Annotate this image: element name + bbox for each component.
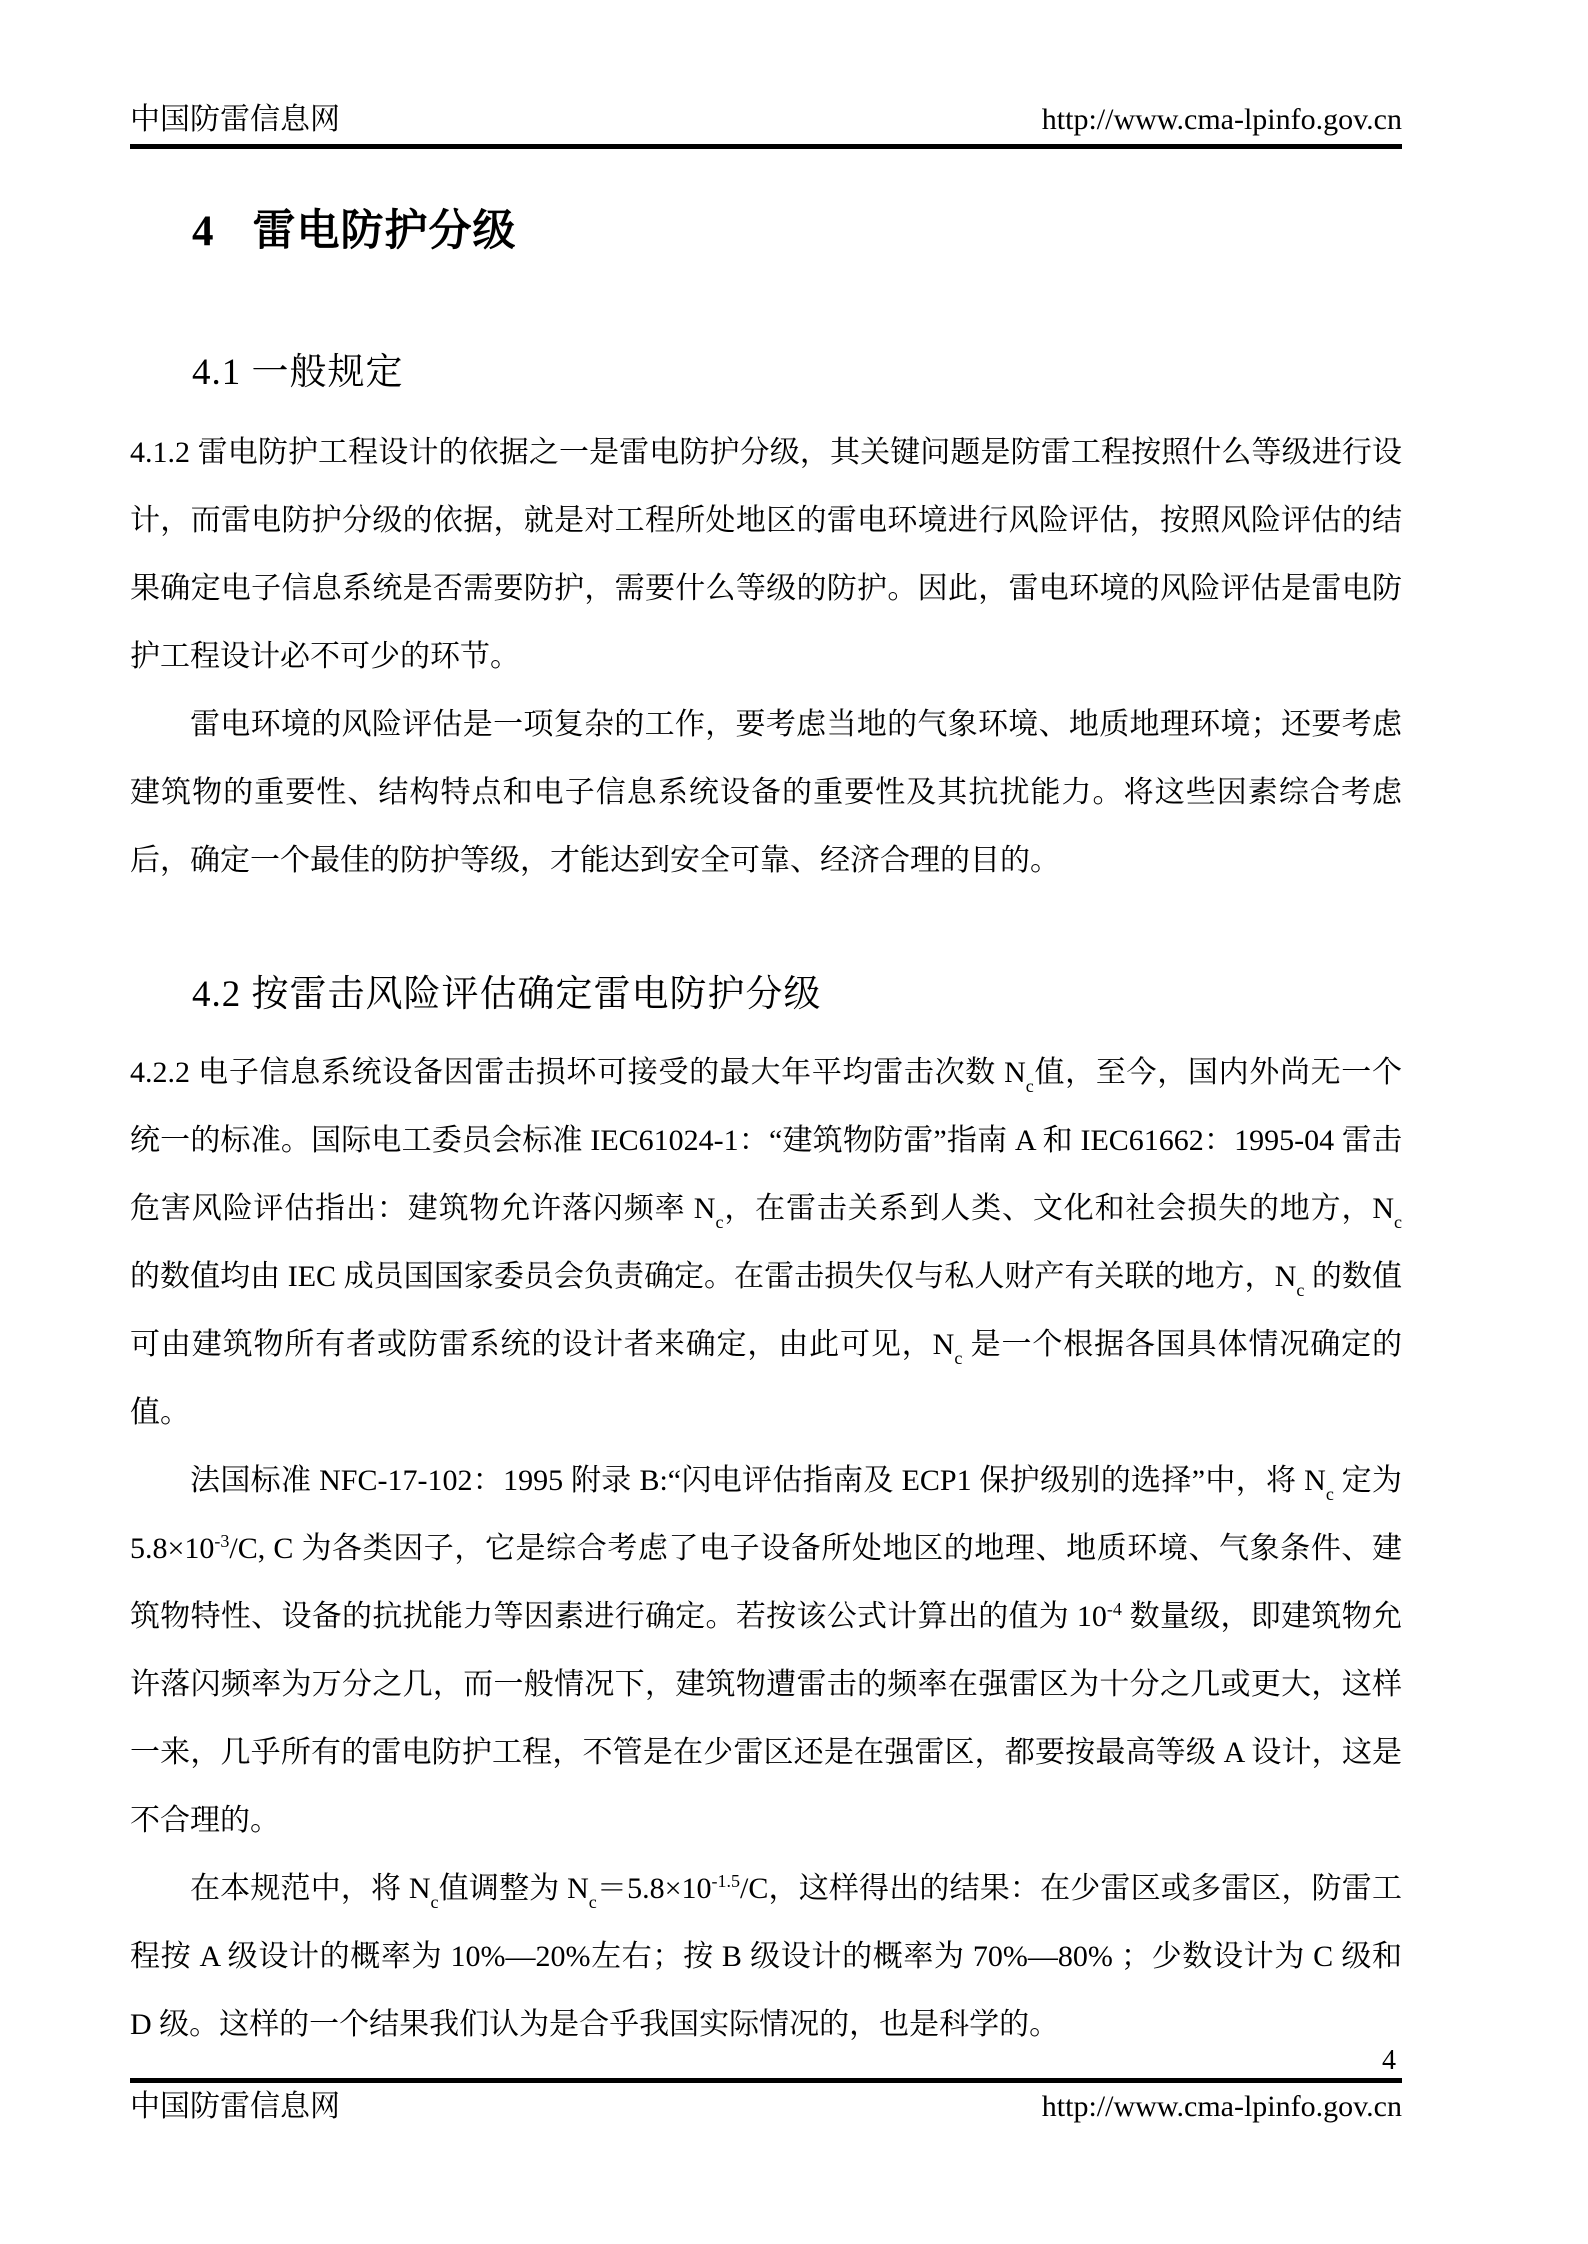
footer-row — [130, 2078, 1402, 2123]
header-site-name: 中国防雷信息网 — [130, 103, 340, 136]
document-content — [130, 155, 1402, 2059]
paragraph-4-2-spec: 在本规范中，将 $N_c$值调整为 $N_c=5.8\times 10^{-1.5}/C$，这样得出的结果：在少雷区或多雷区，防雷工程按 A 级设计的概率为 10%—20%左右；按 B 级设计的概率为 70%—80% ；少数设计为 C 级和 D 级。这样的一个结果我们认为是合乎我国实际情况的，也是科学的。 — [130, 1871, 1402, 2041]
paragraph-4-1-risk: 雷电环境的风险评估是一项复杂的工作，要考虑当地的气象环境、地质地理环境；还要考虑建筑物的重要性、结构特点和电子信息系统设备的重要性及其抗扰能力。将这些因素综合考虑后，确定一个最佳的防护等级，才能达到安全可靠、经济合理的目的。 — [130, 708, 1402, 877]
section-heading-4-1: 4.1 一般规定 — [192, 352, 404, 393]
footer-url: http://www.cma-lpinfo.gov.cn — [1041, 2090, 1402, 2123]
header-url: http://www.cma-lpinfo.gov.cn — [1041, 103, 1402, 136]
footer-page-number: 4 — [1382, 2045, 1396, 2076]
paragraph-4-2-nfc: 法国标准 NFC-17-102：1995 附录 B:“闪电评估指南及 ECP1 保护级别的选择”中，将 $N_c$ 定为 $5.8\times 10^{-3}/C$, C 为各类因子，它是综合考虑了电子设备所处地区的地理、地质环境、气象条件、建筑物特性、设备的抗扰能力等因素进行确定。若按该公式计算出的值为 $10^{-4}$ 数量级，即建筑物允许落闪频率为万分之几，而一般情况下，建筑物遭雷击的频率在强雷区为十分之几或更大，这样一来，几乎所有的雷电防护工程，不管是在少雷区还是在强雷区，都要按最高等级 A 设计，这是不合理的。 — [130, 1464, 1403, 1837]
section-4-1 — [130, 351, 1402, 895]
page-footer — [130, 2046, 1402, 2123]
header-row — [130, 0, 1402, 149]
doc-title — [192, 207, 1402, 257]
paragraph-4-2-2: 4.2.2 电子信息系统设备因雷击损坏可接受的最大年平均雷击次数 $N_c$值，至今，国内外尚无一个统一的标准。国际电工委员会标准 IEC61024-1：“建筑物防雷”指南 A 和 IEC61662：1995-04 雷击危害风险评估指出：建筑物允许落闪频率 $N_c$，在雷击关系到人类、文化和社会损失的地方，$N_c$ 的数值均由 IEC 成员国国家委员会负责确定。在雷击损失仅与私人财产有关联的地方，$N_c$ 的数值可由建筑物所有者或防雷系统的设计者来确定，由此可见，$N_c$ 是一个根据各国具体情况确定的值。 — [130, 1056, 1403, 1429]
doc-title-text: 雷电防护分级 — [252, 208, 517, 255]
footer-site-name: 中国防雷信息网 — [130, 2090, 340, 2123]
section-heading-4-2: 4.2 按雷击风险评估确定雷电防护分级 — [192, 974, 822, 1015]
page-header — [130, 0, 1402, 149]
paragraph-4-1-2: 4.1.2 雷电防护工程设计的依据之一是雷电防护分级，其关键问题是防雷工程按照什么等级进行设计，而雷电防护分级的依据，就是对工程所处地区的雷电环境进行风险评估，按照风险评估的结果确定电子信息系统是否需要防护，需要什么等级的防护。因此，雷电环境的风险评估是雷电防护工程设计必不可少的环节。 — [130, 436, 1402, 673]
doc-title-number: 4 — [192, 208, 215, 255]
section-4-2 — [130, 973, 1402, 2059]
